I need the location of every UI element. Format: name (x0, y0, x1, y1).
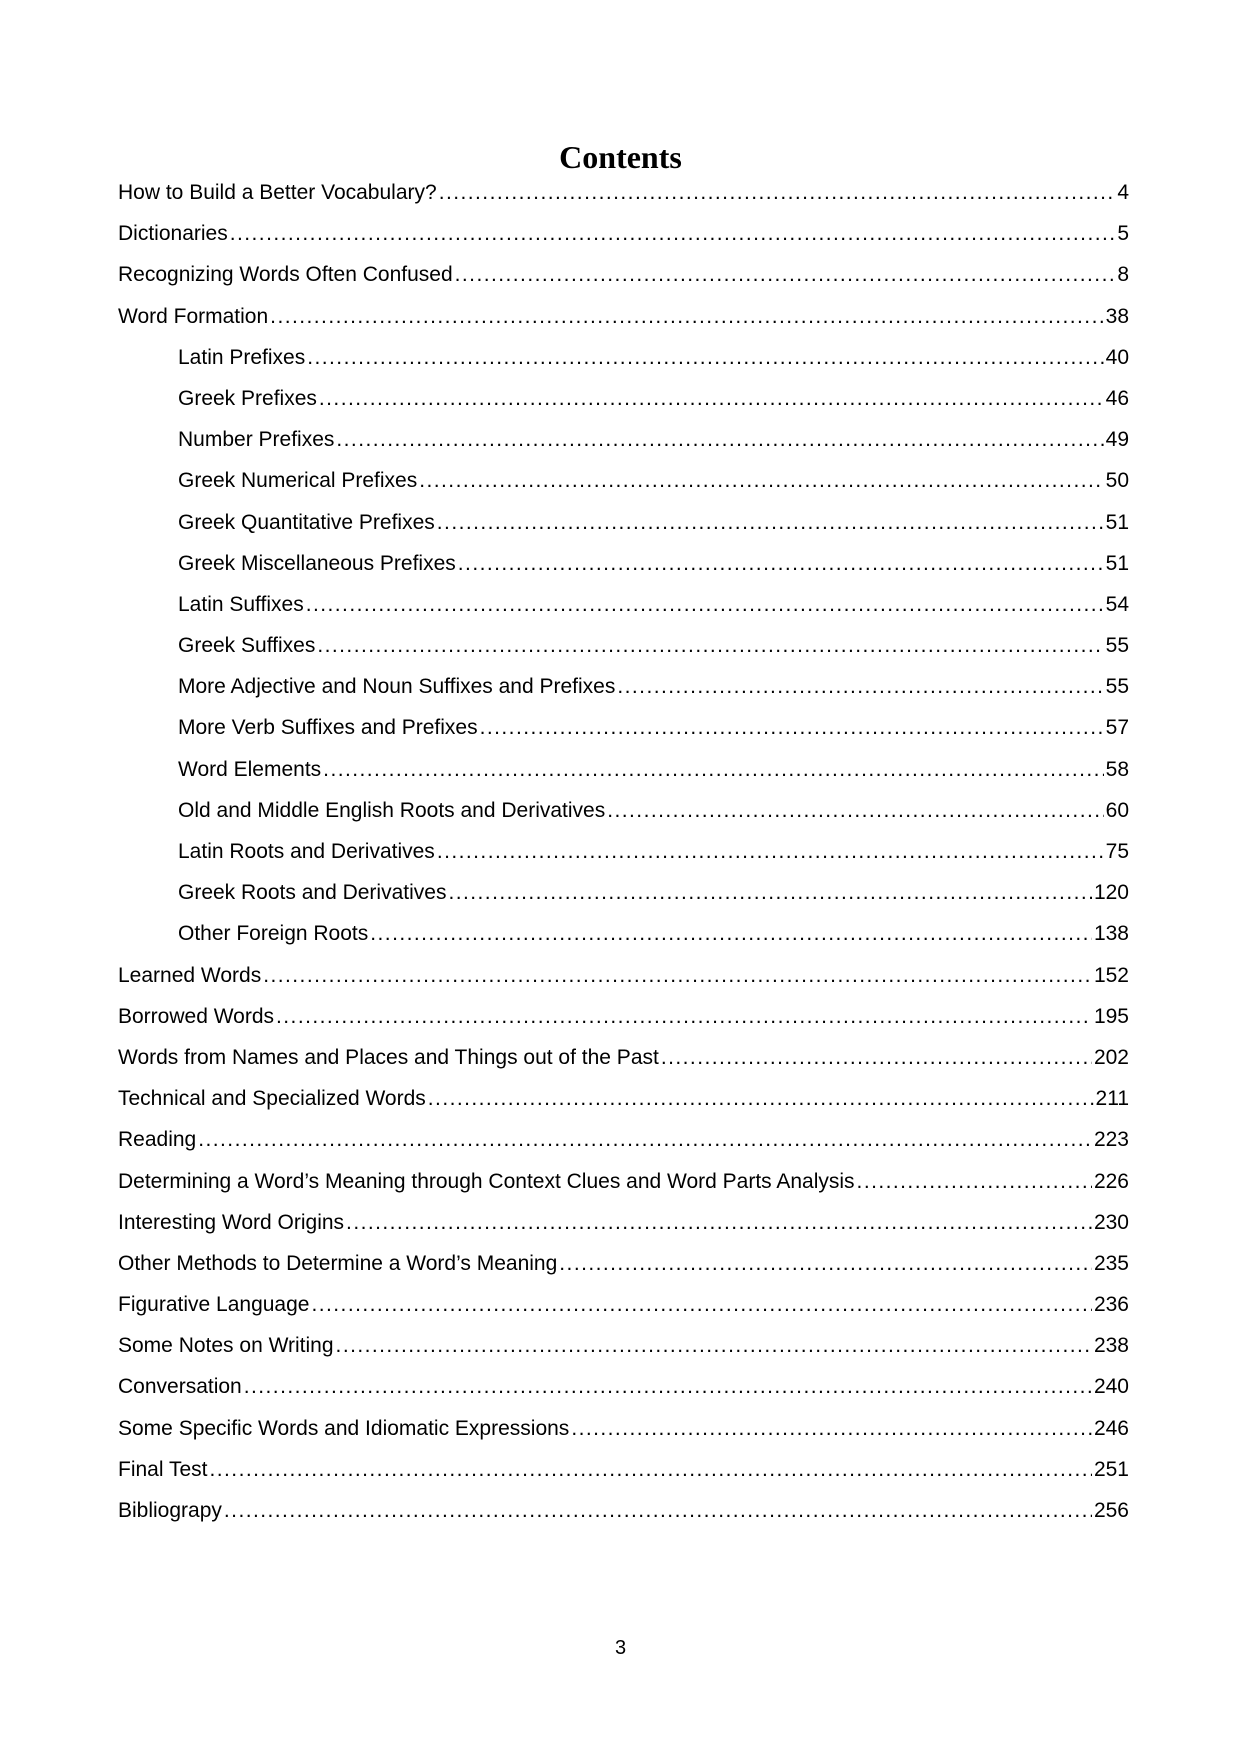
toc-entry-label: How to Build a Better Vocabulary? (118, 181, 437, 204)
toc-dot-leader (230, 213, 1116, 254)
toc-entry-page: 38 (1105, 304, 1129, 328)
toc-entry-label: Reading (118, 1128, 197, 1152)
toc-dot-leader (428, 1078, 1094, 1119)
toc-entry[interactable] (118, 1202, 1129, 1243)
toc-dot-leader (448, 872, 1092, 913)
toc-dot-leader (210, 1449, 1092, 1490)
toc-dot-leader (419, 460, 1103, 501)
toc-dot-leader (661, 1037, 1092, 1078)
toc-subentry[interactable] (118, 790, 1129, 831)
toc-dot-leader (198, 1119, 1092, 1160)
toc-entry[interactable] (118, 1325, 1129, 1366)
toc-entry-label: Old and Middle English Roots and Derivatives (178, 798, 606, 822)
toc-entry-page: 58 (1105, 757, 1129, 781)
toc-subentry[interactable] (118, 872, 1129, 913)
toc-subentry[interactable] (118, 337, 1129, 378)
toc-dot-leader (346, 1202, 1092, 1243)
toc-entry-page: 202 (1093, 1045, 1129, 1069)
toc-dot-leader (437, 502, 1104, 543)
toc-entry-page: 46 (1105, 386, 1129, 410)
toc-entry-label: Recognizing Words Often Confused (118, 263, 453, 287)
toc-dot-leader (571, 1408, 1092, 1449)
toc-dot-leader (319, 378, 1104, 419)
toc-entry-page: 251 (1093, 1457, 1129, 1481)
toc-entry-page: 256 (1093, 1499, 1129, 1522)
toc-entry-label: Latin Prefixes (178, 345, 306, 369)
toc-entry-label: More Adjective and Noun Suffixes and Prefixes (178, 675, 616, 699)
toc-entry-label: Latin Suffixes (178, 592, 304, 616)
toc-subentry[interactable] (118, 625, 1129, 666)
toc-entry[interactable] (118, 996, 1129, 1037)
toc-entry-page: 60 (1105, 798, 1129, 822)
toc-entry-page: 5 (1117, 222, 1129, 246)
toc-entry-page: 223 (1093, 1128, 1129, 1152)
toc-entry-label: Some Specific Words and Idiomatic Expressions (118, 1416, 570, 1440)
toc-dot-leader (270, 296, 1103, 337)
toc-entry-page: 120 (1093, 881, 1129, 905)
toc-entry-label: Final Test (118, 1457, 208, 1481)
toc-dot-leader (559, 1243, 1092, 1284)
toc-entry[interactable] (118, 1161, 1129, 1202)
toc-entry-page: 236 (1093, 1293, 1129, 1317)
toc-dot-leader (480, 707, 1104, 748)
toc-dot-leader (311, 1284, 1091, 1325)
toc-entry-page: 57 (1105, 716, 1129, 740)
toc-entry-label: Word Elements (178, 757, 322, 781)
toc-entry-label: Greek Quantitative Prefixes (178, 510, 435, 534)
toc-entry-label: Interesting Word Origins (118, 1210, 345, 1234)
toc-entry-page: 240 (1093, 1375, 1129, 1399)
toc-dot-leader (607, 790, 1103, 831)
toc-subentry[interactable] (118, 419, 1129, 460)
toc-entry-label: Learned Words (118, 963, 262, 987)
toc-subentry[interactable] (118, 584, 1129, 625)
toc-entry[interactable] (118, 172, 1129, 213)
toc-entry[interactable] (118, 1490, 1129, 1531)
toc-entry-page: 152 (1093, 963, 1129, 987)
toc-dot-leader (455, 254, 1116, 295)
toc-entry[interactable] (118, 1366, 1129, 1407)
toc-entry[interactable] (118, 254, 1129, 295)
toc-entry-label: Greek Roots and Derivatives (178, 881, 447, 905)
toc-entry-page: 55 (1105, 675, 1129, 699)
toc-dot-leader (857, 1161, 1092, 1202)
toc-dot-leader (458, 543, 1104, 584)
toc-dot-leader (336, 419, 1103, 460)
toc-entry[interactable] (118, 213, 1129, 254)
toc-subentry[interactable] (118, 502, 1129, 543)
toc-entry-label: Words from Names and Places and Things out of the Past (118, 1045, 659, 1069)
toc-entry-label: Word Formation (118, 304, 269, 328)
toc-entry-label: Determining a Word’s Meaning through Context Clues and Word Parts Analysis (118, 1169, 855, 1193)
toc-entry-label: Other Foreign Roots (178, 922, 369, 946)
toc-dot-leader (439, 172, 1116, 213)
toc-entry-page: 50 (1105, 469, 1129, 493)
toc-entry-label: Borrowed Words (118, 1004, 275, 1028)
toc-entry-page: 235 (1093, 1251, 1129, 1275)
toc-entry-page: 226 (1093, 1169, 1129, 1193)
toc-entry-label: Dictionaries (118, 222, 228, 246)
page-number: 3 (614, 1637, 627, 1659)
toc-subentry[interactable] (118, 543, 1129, 584)
toc-dot-leader (307, 337, 1103, 378)
toc-entry-label: Bibliograpy (118, 1499, 222, 1522)
toc-entry-label: Latin Roots and Derivatives (178, 840, 435, 863)
toc-dot-leader (336, 1325, 1092, 1366)
toc-entry-page: 51 (1105, 551, 1129, 575)
toc-entry[interactable] (118, 1284, 1129, 1325)
toc-entry-label: Figurative Language (118, 1293, 310, 1317)
toc-subentry[interactable] (118, 831, 1129, 872)
toc-entry-page: 230 (1093, 1210, 1129, 1234)
toc-entry-page: 246 (1093, 1416, 1129, 1440)
toc-entry-label: Conversation (118, 1375, 242, 1399)
toc-entry-page: 4 (1117, 181, 1129, 204)
toc-entry-label: Number Prefixes (178, 428, 335, 452)
toc-entry-page: 51 (1105, 510, 1129, 534)
toc-subentry[interactable] (118, 378, 1129, 419)
toc-dot-leader (437, 831, 1104, 872)
toc-dot-leader (617, 666, 1103, 707)
toc-entry[interactable] (118, 1243, 1129, 1284)
toc-entry[interactable] (118, 1119, 1129, 1160)
toc-dot-leader (244, 1366, 1092, 1407)
toc-dot-leader (317, 625, 1103, 666)
toc-subentry[interactable] (118, 913, 1129, 954)
toc-entry-label: Greek Prefixes (178, 386, 317, 410)
toc-entry-label: Greek Suffixes (178, 634, 316, 658)
toc-entry-label: Other Methods to Determine a Word’s Meaning (118, 1251, 558, 1275)
toc-subentry[interactable] (118, 460, 1129, 501)
toc-dot-leader (276, 996, 1092, 1037)
toc-entry-label: Technical and Specialized Words (118, 1087, 426, 1111)
toc-entry-page: 238 (1093, 1334, 1129, 1358)
toc-subentry[interactable] (118, 707, 1129, 748)
toc-entry-page: 49 (1105, 428, 1129, 452)
toc-dot-leader (306, 584, 1104, 625)
toc-entry-label: More Verb Suffixes and Prefixes (178, 716, 478, 740)
toc-entry-page: 211 (1095, 1087, 1129, 1111)
toc-entry-page: 75 (1105, 840, 1129, 863)
toc-dot-leader (263, 955, 1092, 996)
toc-dot-leader (224, 1490, 1092, 1531)
toc-entry[interactable] (118, 1037, 1129, 1078)
toc-entry-page: 8 (1117, 263, 1129, 287)
toc-entry-page: 195 (1093, 1004, 1129, 1028)
toc-entry-label: Some Notes on Writing (118, 1334, 334, 1358)
toc-subentry[interactable] (118, 749, 1129, 790)
toc-subentry[interactable] (118, 666, 1129, 707)
toc-entry-label: Greek Numerical Prefixes (178, 469, 418, 493)
page-title: Contents (559, 139, 682, 176)
toc-entry[interactable] (118, 955, 1129, 996)
toc-entry-page: 55 (1105, 634, 1129, 658)
toc-entry[interactable] (118, 1449, 1129, 1490)
toc-dot-leader (370, 913, 1092, 954)
toc-entry-page: 40 (1105, 345, 1129, 369)
toc-entry[interactable] (118, 1408, 1129, 1449)
table-of-contents (118, 172, 1129, 1531)
toc-entry-page: 54 (1105, 592, 1129, 616)
toc-entry-label: Greek Miscellaneous Prefixes (178, 551, 456, 575)
toc-entry[interactable] (118, 1078, 1129, 1119)
toc-entry-page: 138 (1093, 922, 1129, 946)
toc-dot-leader (323, 749, 1103, 790)
toc-entry[interactable] (118, 296, 1129, 337)
